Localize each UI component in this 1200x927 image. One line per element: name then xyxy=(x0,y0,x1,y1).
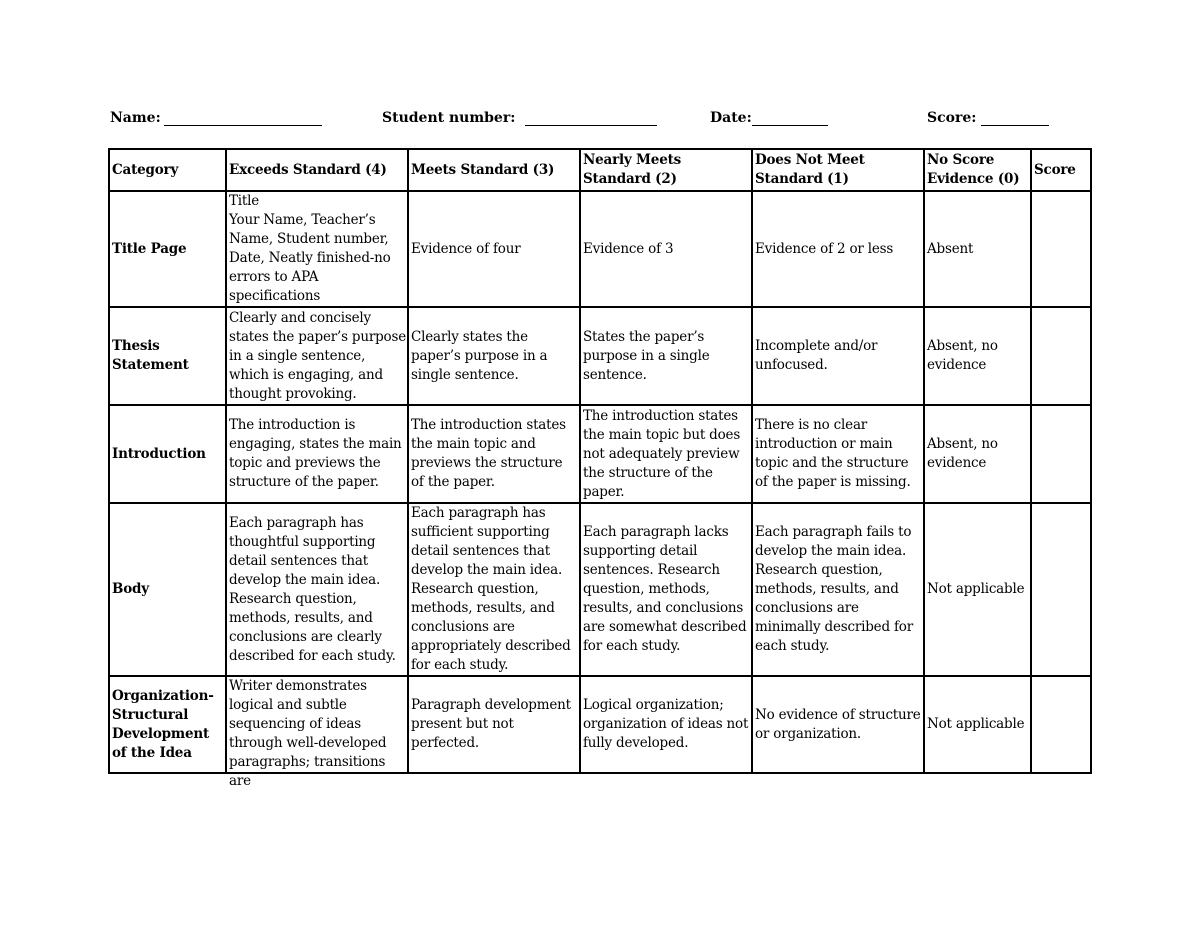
does-not-meet-cell: Incomplete and/or unfocused. xyxy=(752,307,924,405)
nearly-meets-cell: Each paragraph lacks supporting detail sentences. Research question, methods, results, and conclusions are somewhat described for each study. xyxy=(580,503,752,676)
column-header-does-not-meet: Does Not Meet Standard (1) xyxy=(752,149,924,191)
exceeds-text: Title Your Name, Teacher’s Name, Student number, Date, Neatly finished-no errors to APA specifications xyxy=(229,193,391,304)
no-score-cell: Absent, no evidence xyxy=(924,307,1031,405)
does-not-meet-cell: There is no clear introduction or main topic and the structure of the paper is missing. xyxy=(752,405,924,503)
no-score-cell: Not applicable xyxy=(924,503,1031,676)
score-blank-line[interactable] xyxy=(981,109,1049,126)
name-label: Name: xyxy=(110,110,161,126)
column-header-category: Category xyxy=(109,149,226,191)
student-number-field[interactable] xyxy=(382,109,657,126)
exceeds-cell: The introduction is engaging, states the main topic and previews the structure of the paper. xyxy=(226,405,408,503)
column-header-score: Score xyxy=(1031,149,1091,191)
table-header-row xyxy=(109,149,1091,191)
nearly-meets-cell: States the paper’s purpose in a single sentence. xyxy=(580,307,752,405)
form-header xyxy=(110,109,1090,131)
nearly-meets-cell: Evidence of 3 xyxy=(580,191,752,307)
column-header-no-score: No Score Evidence (0) xyxy=(924,149,1031,191)
name-field[interactable] xyxy=(110,109,322,126)
does-not-meet-cell: No evidence of structure or organization. xyxy=(752,676,924,773)
exceeds-cell xyxy=(226,676,408,789)
exceeds-cell xyxy=(226,191,408,307)
date-blank-line[interactable] xyxy=(752,109,828,126)
does-not-meet-cell: Evidence of 2 or less xyxy=(752,191,924,307)
column-header-meets: Meets Standard (3) xyxy=(408,149,580,191)
table-row xyxy=(109,676,1091,773)
table-row xyxy=(109,503,1091,676)
table-row xyxy=(109,405,1091,503)
column-header-exceeds: Exceeds Standard (4) xyxy=(226,149,408,191)
meets-cell: Evidence of four xyxy=(408,191,580,307)
meets-cell: Clearly states the paper’s purpose in a single sentence. xyxy=(408,307,580,405)
score-cell[interactable] xyxy=(1031,307,1091,405)
date-field[interactable] xyxy=(710,109,828,126)
score-cell[interactable] xyxy=(1031,676,1091,773)
no-score-cell: Absent, no evidence xyxy=(924,405,1031,503)
category-cell: Organization-Structural Development of the Idea xyxy=(109,676,226,773)
category-cell: Thesis Statement xyxy=(109,307,226,405)
meets-cell: The introduction states the main topic and previews the structure of the paper. xyxy=(408,405,580,503)
nearly-meets-cell: The introduction states the main topic but does not adequately preview the structure of the paper. xyxy=(580,405,752,503)
column-header-nearly-meets: Nearly Meets Standard (2) xyxy=(580,149,752,191)
student-number-label: Student number: xyxy=(382,110,516,126)
score-field[interactable] xyxy=(927,109,1049,126)
table-row xyxy=(109,191,1091,307)
category-cell: Title Page xyxy=(109,191,226,307)
does-not-meet-cell: Each paragraph fails to develop the main idea. Research question, methods, results, and conclusions are minimally described for each study. xyxy=(752,503,924,676)
no-score-cell: Not applicable xyxy=(924,676,1031,773)
meets-cell: Paragraph development present but not perfected. xyxy=(408,676,580,773)
score-cell[interactable] xyxy=(1031,191,1091,307)
score-cell[interactable] xyxy=(1031,503,1091,676)
date-label: Date: xyxy=(710,110,752,126)
exceeds-cell: Clearly and concisely states the paper’s purpose in a single sentence, which is engaging, and thought provoking. xyxy=(226,307,408,405)
score-cell[interactable] xyxy=(1031,405,1091,503)
score-label: Score: xyxy=(927,110,977,126)
nearly-meets-cell: Logical organization; organization of ideas not fully developed. xyxy=(580,676,752,773)
rubric-table xyxy=(108,148,1092,789)
student-number-blank-line[interactable] xyxy=(525,109,657,126)
category-cell: Body xyxy=(109,503,226,676)
meets-cell: Each paragraph has sufficient supporting detail sentences that develop the main idea. Research question, methods, results, and conclusions are appropriately described for each study. xyxy=(408,503,580,676)
exceeds-text: Writer demonstrates logical and subtle sequencing of ideas through well-developed paragraphs; transitions are xyxy=(229,678,387,789)
table-row xyxy=(109,307,1091,405)
category-cell: Introduction xyxy=(109,405,226,503)
exceeds-cell: Each paragraph has thoughtful supporting detail sentences that develop the main idea. Research question, methods, results, and conclusions are clearly described for each study. xyxy=(226,503,408,676)
name-blank-line[interactable] xyxy=(164,109,322,126)
no-score-cell: Absent xyxy=(924,191,1031,307)
